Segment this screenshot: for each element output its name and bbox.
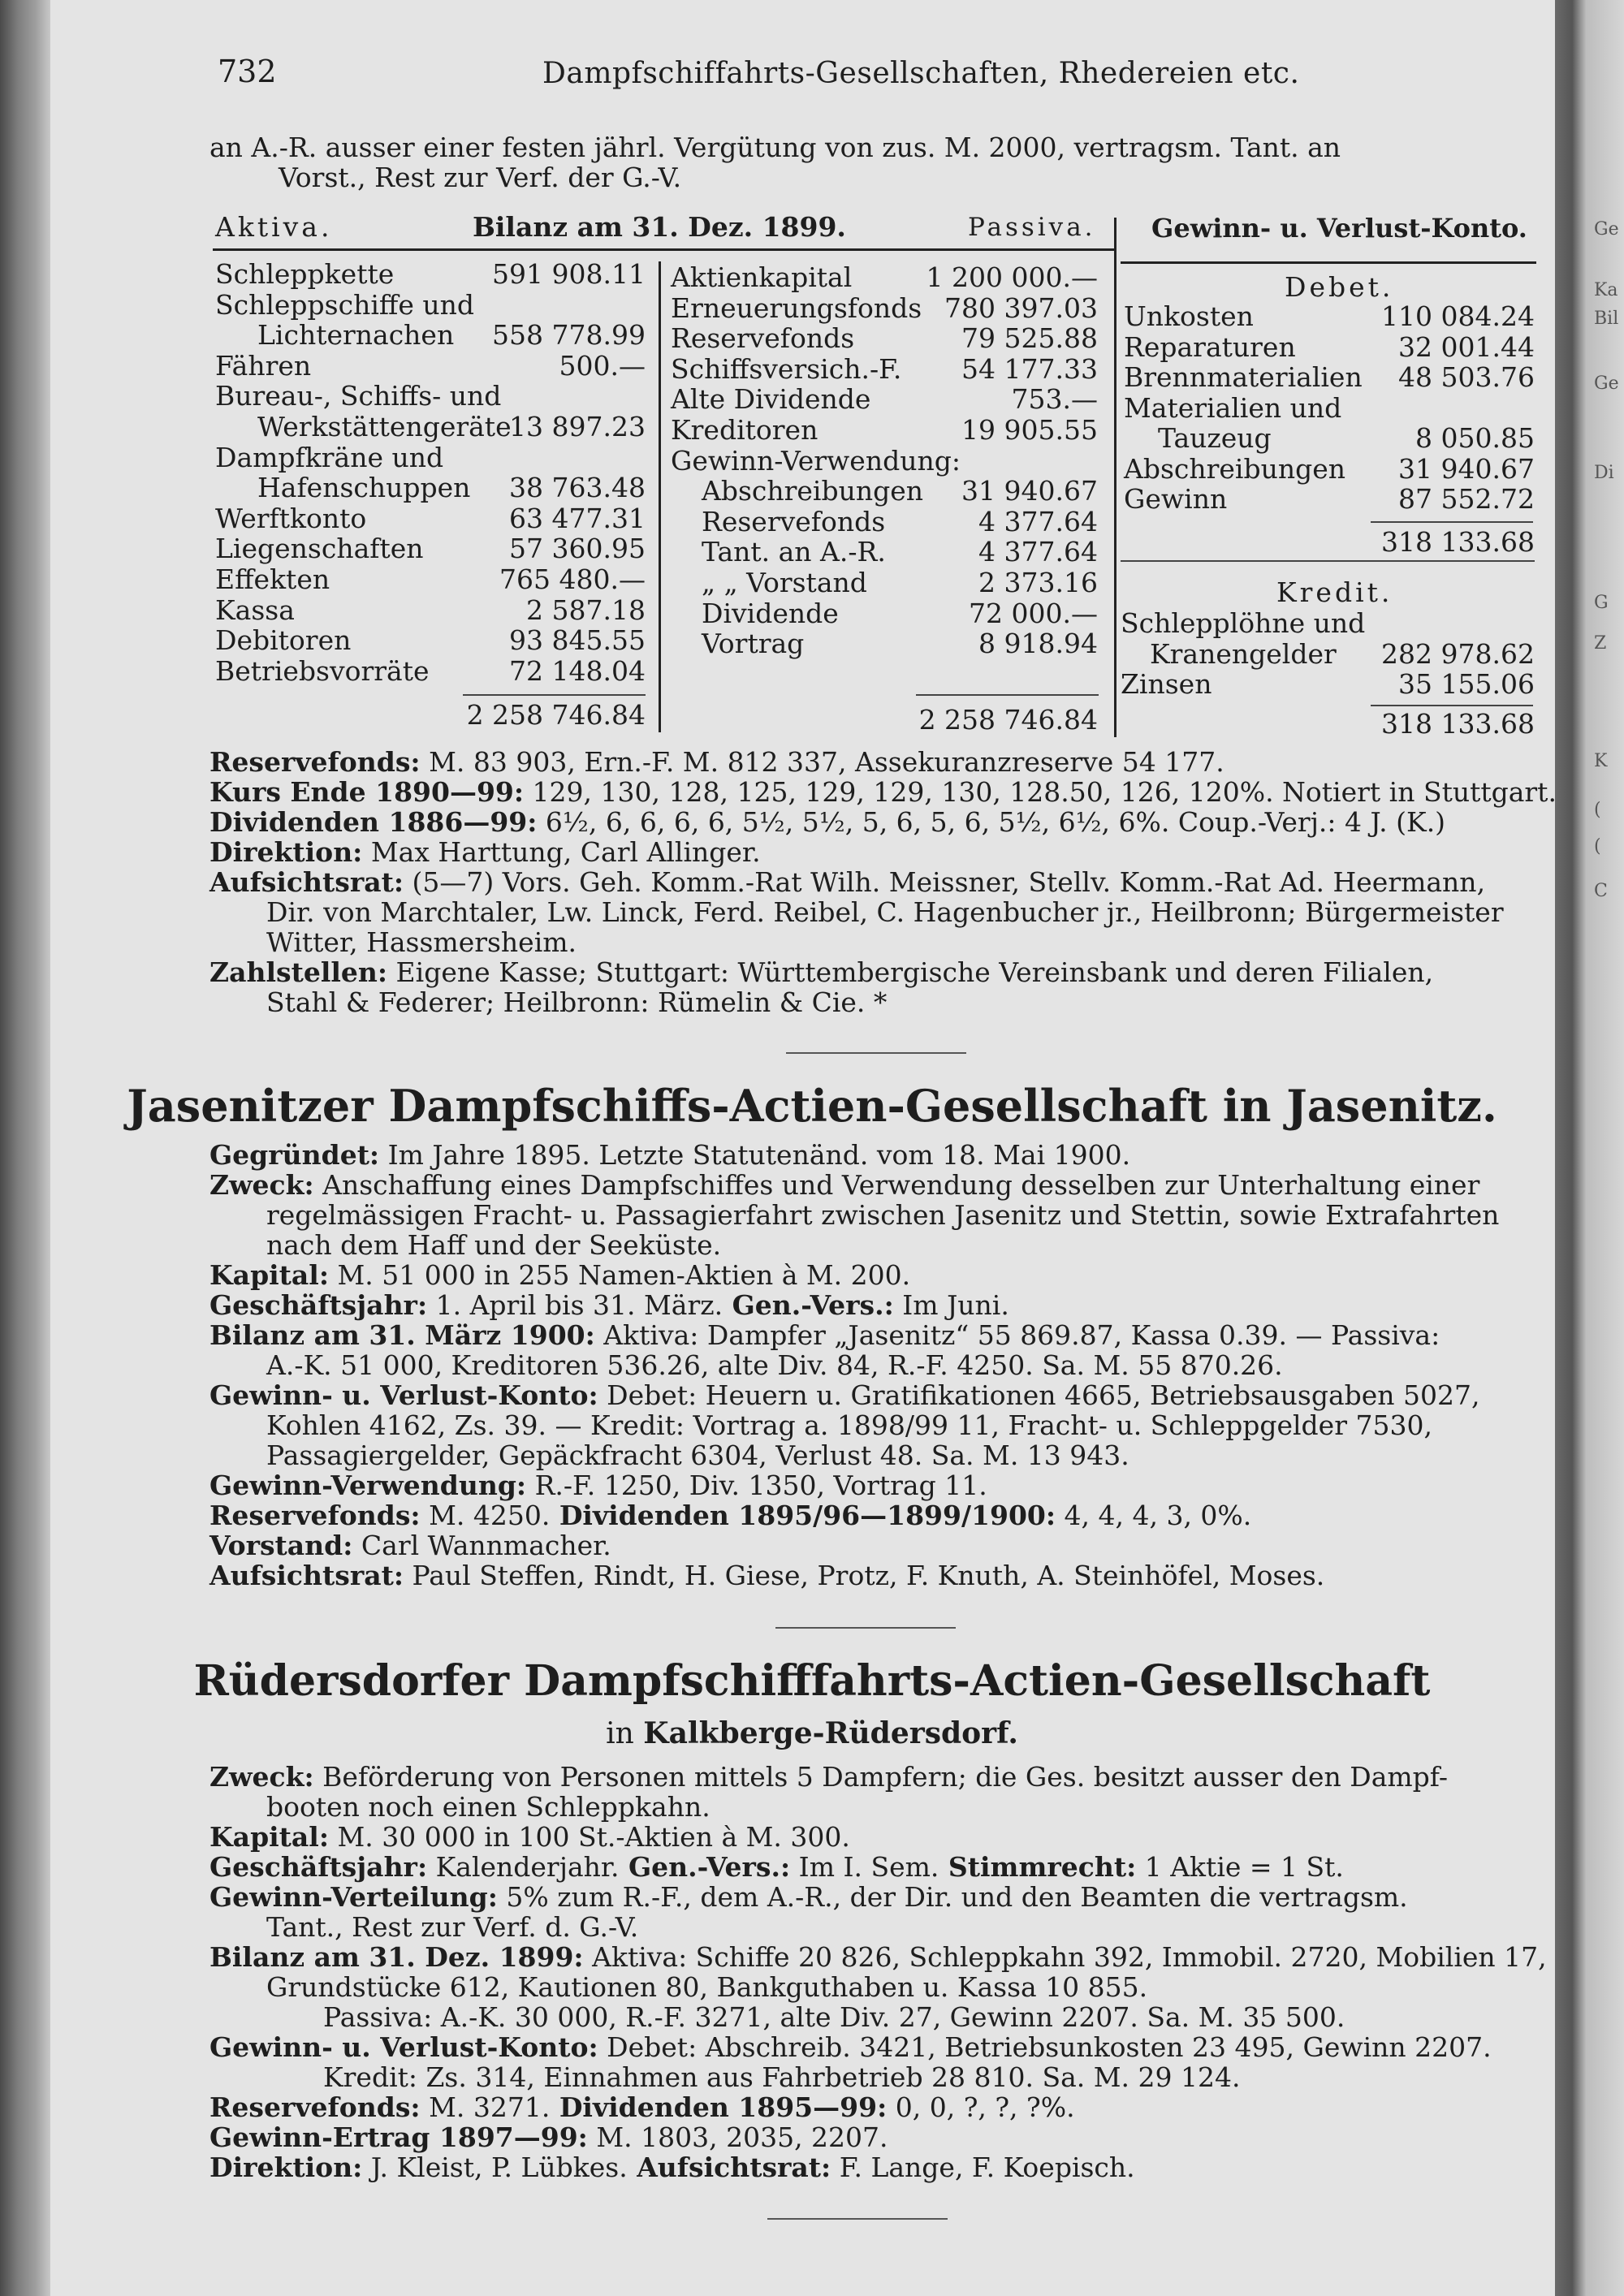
text-line xyxy=(209,1320,1533,1350)
entry-value: 38 763.48 xyxy=(509,472,646,504)
entry-label: Reservefonds xyxy=(671,322,855,355)
intro-line: an A.-R. ausser einer festen jährl. Vergütung von zus. M. 2000, vertragsm. Tant. an xyxy=(209,132,1341,163)
entry-text: R.-F. 1250, Div. 1350, Vortrag 11. xyxy=(526,1470,987,1501)
entry-heading: Vorstand: xyxy=(209,1530,353,1561)
company2-title: Jasenitzer Dampfschiffs-Actien-Gesellschaft in Jasenitz. xyxy=(127,1080,1497,1132)
text-line xyxy=(209,1762,1533,1792)
margin-fragment: ( xyxy=(1594,800,1601,820)
text-line xyxy=(209,927,1533,957)
running-title: Dampfschiffahrts-Gesellschaften, Rhedereien etc. xyxy=(542,57,1300,90)
entry-label: Lichternachen xyxy=(257,319,455,352)
entry-text: Debet: Abschreib. 3421, Betriebsunkosten 23 495, Gewinn 2207. xyxy=(598,2031,1492,2063)
entry-label: Debitoren xyxy=(215,624,352,657)
entry-heading: Dividenden 1886—99: xyxy=(209,806,538,838)
entry-text: Eigene Kasse; Stuttgart: Württembergische Vereinsbank und deren Filialen, xyxy=(387,956,1434,988)
entry-heading: Kapital: xyxy=(209,1821,330,1853)
entry-label: Kassa xyxy=(215,593,295,626)
entry-heading: Dividenden 1895—99: xyxy=(550,2091,888,2123)
text-line xyxy=(209,1290,1533,1320)
guv-title: Gewinn- u. Verlust-Konto. xyxy=(1151,213,1527,244)
margin-fragment: Ge xyxy=(1594,219,1619,240)
text-line xyxy=(209,2062,1533,2092)
entry-text: regelmässigen Fracht- u. Passagierfahrt zwischen Jasenitz und Stettin, sowie Extrafahrten xyxy=(266,1199,1500,1231)
column-divider xyxy=(659,261,661,732)
text-line xyxy=(209,1500,1533,1530)
entry-label: Fähren xyxy=(215,349,312,382)
text-line xyxy=(209,1822,1533,1852)
entry-value: 1 200 000.— xyxy=(926,261,1098,293)
entry-label: Unkosten xyxy=(1124,300,1254,332)
entry-text: Kohlen 4162, Zs. 39. — Kredit: Vortrag a. 1898/99 11, Fracht- u. Schleppgelder 7530, xyxy=(266,1409,1432,1441)
entry-label: Tauzeug xyxy=(1158,422,1272,454)
column-divider xyxy=(1114,218,1116,737)
entry-value: 87 552.72 xyxy=(1398,483,1535,515)
entry-label: Vortrag xyxy=(702,628,805,660)
aktiva-label: Aktiva. xyxy=(215,211,333,243)
entry-value: 31 940.67 xyxy=(961,475,1098,507)
entry-heading: Dividenden 1895/96—1899/1900: xyxy=(550,1500,1056,1531)
entry-text: Dir. von Marchtaler, Lw. Linck, Ferd. Reibel, C. Hagenbucher jr., Heilbronn; Bürgermeister xyxy=(266,896,1504,928)
entry-text: Im I. Sem. xyxy=(790,1851,939,1883)
entry-text: M. 3271. xyxy=(420,2091,551,2123)
entry-label: Schleppschiffe und xyxy=(215,288,474,321)
entry-label: Werkstättengeräte xyxy=(257,411,512,442)
bilanz-title: Bilanz am 31. Dez. 1899. xyxy=(473,211,846,243)
entry-heading: Kurs Ende 1890—99: xyxy=(209,776,525,808)
entry-text: booten noch einen Schleppkahn. xyxy=(266,1791,710,1823)
margin-fragment: K xyxy=(1594,751,1608,771)
section-divider xyxy=(775,1627,956,1629)
entry-text: Beförderung von Personen mittels 5 Dampfern; die Ges. besitzt ausser den Dampf- xyxy=(313,1761,1448,1793)
entry-value: 63 477.31 xyxy=(509,502,646,534)
intro-line: Vorst., Rest zur Verf. der G.-V. xyxy=(279,162,682,193)
entry-heading: Bilanz am 31. März 1900: xyxy=(209,1319,595,1351)
entry-heading: Gegründet: xyxy=(209,1139,380,1171)
sum-rule xyxy=(916,694,1099,696)
entry-value: 282 978.62 xyxy=(1381,637,1535,670)
entry-heading: Reservefonds: xyxy=(209,2091,421,2123)
text-line xyxy=(209,1230,1533,1260)
entry-text: Debet: Heuern u. Gratifikationen 4665, Betriebsausgaben 5027, xyxy=(598,1379,1480,1411)
company2-details xyxy=(209,1140,1533,1590)
margin-fragment: Ka xyxy=(1594,280,1618,300)
entry-label: „ „ Vorstand xyxy=(702,567,867,598)
text-line xyxy=(209,2092,1533,2122)
entry-heading: Aufsichtsrat: xyxy=(209,866,404,898)
entry-text: 1 Aktie = 1 St. xyxy=(1136,1851,1344,1883)
entry-label: Alte Dividende xyxy=(671,383,871,416)
entry-text: Aktiva: Dampfer „Jasenitz“ 55 869.87, Kassa 0.39. — Passiva: xyxy=(594,1319,1440,1351)
entry-heading: Zahlstellen: xyxy=(209,956,388,988)
entry-value: 4 377.64 xyxy=(978,536,1098,568)
entry-label: Erneuerungsfonds xyxy=(671,291,922,324)
text-line xyxy=(209,1440,1533,1470)
entry-heading: Direktion: xyxy=(209,2151,363,2183)
entry-heading: Zweck: xyxy=(209,1169,314,1201)
text-line xyxy=(209,2122,1533,2152)
entry-text: M. 4250. xyxy=(420,1500,551,1531)
entry-text: Grundstücke 612, Kautionen 80, Bankguthaben u. Kassa 10 855. xyxy=(266,1971,1148,2003)
entry-label: Schiffsversich.-F. xyxy=(671,352,902,385)
entry-label: Gewinn xyxy=(1124,483,1228,515)
passiva-label: Passiva. xyxy=(968,213,1096,242)
entry-value: 79 525.88 xyxy=(961,322,1098,355)
entry-text: Im Juni. xyxy=(893,1289,1009,1321)
text-line xyxy=(209,867,1533,897)
text-line xyxy=(209,1852,1533,1882)
text-line xyxy=(209,1941,1547,1973)
kredit-label xyxy=(1276,578,1393,607)
debet-total: 318 133.68 xyxy=(1381,526,1535,558)
entry-value: 753.— xyxy=(1011,383,1098,416)
entry-value: 780 397.03 xyxy=(944,291,1098,324)
entry-label: Gewinn-Verwendung: xyxy=(671,444,961,477)
aktiva-total: 2 258 746.84 xyxy=(466,699,646,731)
entry-text: F. Lange, F. Koepisch. xyxy=(831,2151,1135,2183)
entry-label: Werftkonto xyxy=(215,502,367,534)
debet-label-text: Debet. xyxy=(1285,271,1394,303)
entry-label: Reparaturen xyxy=(1124,330,1296,363)
entry-label: Reservefonds xyxy=(702,505,886,537)
entry-heading: Geschäftsjahr: xyxy=(209,1289,428,1321)
entry-value: 110 084.24 xyxy=(1381,300,1535,332)
entry-value: 48 503.76 xyxy=(1398,361,1535,393)
section-divider xyxy=(767,2218,948,2220)
entry-text: (5—7) Vors. Geh. Komm.-Rat Wilh. Meissner, Stellv. Komm.-Rat Ad. Heermann, xyxy=(404,866,1486,898)
text-line xyxy=(209,1882,1533,1912)
entry-label: Abschreibungen xyxy=(702,475,924,507)
book-spine xyxy=(0,0,50,2296)
entry-heading: Direktion: xyxy=(209,836,363,868)
entry-heading: Stimmrecht: xyxy=(939,1851,1137,1883)
company3-title: Rüdersdorfer Dampfschifffahrts-Actien-Gesellschaft xyxy=(193,1656,1431,1706)
next-page-edge xyxy=(1555,0,1624,2296)
page-number: 732 xyxy=(218,54,277,89)
text-line xyxy=(209,1560,1533,1590)
entry-label: Betriebsvorräte xyxy=(215,654,430,687)
entry-text: Kalenderjahr. xyxy=(427,1851,620,1883)
entry-label: Dividende xyxy=(702,597,839,629)
margin-fragment: Z xyxy=(1594,633,1607,654)
entry-text: 4, 4, 4, 3, 0%. xyxy=(1056,1500,1252,1531)
text-line xyxy=(209,2152,1533,2182)
entry-heading: Geschäftsjahr: xyxy=(209,1851,428,1883)
entry-value: 72 000.— xyxy=(969,597,1098,629)
text-line xyxy=(209,1470,1533,1500)
entry-text: nach dem Haff und der Seeküste. xyxy=(266,1229,722,1261)
entry-value: 13 897.23 xyxy=(509,411,646,442)
entry-value: 72 148.04 xyxy=(509,654,646,687)
entry-heading: Gewinn-Ertrag 1897—99: xyxy=(209,2121,588,2153)
entry-value: 500.— xyxy=(559,349,646,382)
entry-value: 31 940.67 xyxy=(1398,452,1535,485)
entry-text: 0, 0, ?, ?, ?%. xyxy=(887,2091,1075,2123)
margin-fragment: Bil xyxy=(1594,309,1619,329)
entry-value: 765 480.— xyxy=(499,563,646,595)
entry-value: 8 050.85 xyxy=(1415,422,1535,454)
text-line xyxy=(209,1200,1533,1230)
entry-heading: Gen.-Vers.: xyxy=(619,1851,791,1883)
margin-fragment: Ge xyxy=(1594,373,1619,394)
entry-heading: Gewinn-Verwendung: xyxy=(209,1470,527,1501)
debet-label xyxy=(1285,273,1393,302)
entry-label: Schlepplöhne und xyxy=(1121,607,1366,639)
entry-text: Passagiergelder, Gepäckfracht 6304, Verlust 48. Sa. M. 13 943. xyxy=(266,1439,1129,1471)
entry-label: Brennmaterialien xyxy=(1124,361,1363,393)
sum-rule xyxy=(463,694,646,696)
entry-value: 2 587.18 xyxy=(526,593,646,626)
entry-value: 35 155.06 xyxy=(1398,668,1535,700)
entry-value: 57 360.95 xyxy=(509,533,646,565)
location-name: Kalkberge-Rüdersdorf. xyxy=(643,1716,1018,1750)
entry-heading: Aufsichtsrat: xyxy=(209,1560,404,1591)
kredit-total: 318 133.68 xyxy=(1381,708,1535,740)
entry-text: M. 1803, 2035, 2207. xyxy=(587,2121,888,2153)
company3-details xyxy=(209,1761,1547,2183)
entry-text: 1. April bis 31. März. xyxy=(427,1289,723,1321)
passiva-total: 2 258 746.84 xyxy=(918,704,1098,736)
entry-text: A.-K. 51 000, Kreditoren 536.26, alte Div. 84, R.-F. 4250. Sa. M. 55 870.26. xyxy=(266,1349,1283,1381)
text-line xyxy=(209,1410,1533,1440)
entry-value: 2 373.16 xyxy=(978,567,1098,598)
entry-text: Paul Steffen, Rindt, H. Giese, Protz, F. Knuth, A. Steinhöfel, Moses. xyxy=(404,1560,1325,1591)
entry-value: 19 905.55 xyxy=(961,414,1098,446)
sum-rule xyxy=(1371,705,1533,706)
entry-text: Passiva: A.-K. 30 000, R.-F. 3271, alte Div. 27, Gewinn 2207. Sa. M. 35 500. xyxy=(323,2001,1345,2033)
text-line xyxy=(209,747,1533,777)
entry-heading: Aufsichtsrat: xyxy=(627,2151,831,2183)
text-line xyxy=(209,1260,1533,1290)
margin-fragment: C xyxy=(1594,881,1608,901)
entry-heading: Reservefonds: xyxy=(209,746,421,778)
entry-heading: Gewinn- u. Verlust-Konto: xyxy=(209,1379,598,1411)
entry-label: Kreditoren xyxy=(671,414,818,446)
entry-label: Tant. an A.-R. xyxy=(702,536,886,568)
entry-label: Abschreibungen xyxy=(1124,452,1346,485)
table-top-rule xyxy=(213,248,1114,251)
entry-text: Anschaffung eines Dampfschiffes und Verwendung desselben zur Unterhaltung einer xyxy=(313,1169,1480,1201)
entry-text: Kredit: Zs. 314, Einnahmen aus Fahrbetrieb 28 810. Sa. M. 29 124. xyxy=(323,2061,1241,2093)
entry-text: Stahl & Federer; Heilbronn: Rümelin & Cie. * xyxy=(266,986,888,1018)
entry-text: M. 30 000 in 100 St.-Aktien à M. 300. xyxy=(329,1821,850,1853)
entry-label: Liegenschaften xyxy=(215,533,424,565)
text-line xyxy=(209,1912,1533,1942)
entry-value: 591 908.11 xyxy=(492,258,646,290)
entry-value: 558 778.99 xyxy=(492,319,646,352)
text-line xyxy=(209,1792,1533,1822)
entry-text: Carl Wannmacher. xyxy=(352,1530,611,1561)
entry-heading: Gewinn- u. Verlust-Konto: xyxy=(209,2031,598,2063)
intro-text xyxy=(209,132,1533,192)
text-line xyxy=(209,2032,1533,2062)
entry-label: Zinsen xyxy=(1121,668,1212,700)
entry-text: M. 51 000 in 255 Namen-Aktien à M. 200. xyxy=(329,1259,911,1291)
entry-value: 8 918.94 xyxy=(978,628,1098,660)
entry-text: Tant., Rest zur Verf. d. G.-V. xyxy=(266,1911,639,1943)
entry-heading: Reservefonds: xyxy=(209,1500,421,1531)
entry-label: Schleppkette xyxy=(215,258,395,290)
text-line xyxy=(209,837,1533,867)
entry-heading: Kapital: xyxy=(209,1259,330,1291)
text-line xyxy=(209,957,1533,987)
text-line xyxy=(209,1170,1533,1200)
company3-location xyxy=(0,1716,1624,1750)
entry-label: Dampfkräne und xyxy=(215,441,444,473)
text-line xyxy=(209,807,1533,837)
entry-text: Witter, Hassmersheim. xyxy=(266,926,577,958)
entry-label: Materialien und xyxy=(1124,391,1342,424)
location-prefix: in xyxy=(606,1717,634,1750)
entry-text: 129, 130, 128, 125, 129, 129, 130, 128.50, 126, 120%. Notiert in Stuttgart. xyxy=(524,776,1557,808)
margin-fragment: ( xyxy=(1594,836,1601,857)
guv-top-rule xyxy=(1121,261,1536,264)
text-line xyxy=(209,1350,1533,1380)
entry-text: Im Jahre 1895. Letzte Statutenänd. vom 18. Mai 1900. xyxy=(379,1139,1131,1171)
entry-heading: Zweck: xyxy=(209,1761,314,1793)
text-line xyxy=(209,1530,1533,1560)
entry-text: 5% zum R.-F., dem A.-R., der Dir. und den Beamten die vertragsm. xyxy=(497,1881,1408,1913)
sum-rule xyxy=(1371,521,1533,523)
entry-heading: Gewinn-Verteilung: xyxy=(209,1881,498,1913)
entry-label: Hafenschuppen xyxy=(257,472,471,504)
entry-text: 6½, 6, 6, 6, 6, 5½, 5½, 5, 6, 5, 6, 5½, 6½, 6%. Coup.-Verj.: 4 J. (K.) xyxy=(537,806,1446,838)
entry-text: M. 83 903, Ern.-F. M. 812 337, Assekuranzreserve 54 177. xyxy=(420,746,1224,778)
kredit-label-text: Kredit. xyxy=(1276,576,1393,608)
margin-fragment: Di xyxy=(1594,463,1614,483)
text-line xyxy=(209,1972,1533,2002)
entry-label: Kranengelder xyxy=(1150,637,1337,670)
margin-fragment: G xyxy=(1594,593,1609,613)
company1-details xyxy=(209,746,1557,1018)
guv-mid-rule xyxy=(1121,560,1535,562)
entry-text: J. Kleist, P. Lübkes. xyxy=(362,2151,628,2183)
entry-label: Bureau-, Schiffs- und xyxy=(215,380,502,412)
text-line xyxy=(209,776,1557,808)
text-line xyxy=(209,897,1533,927)
section-divider xyxy=(786,1052,966,1054)
text-line xyxy=(209,2002,1533,2032)
entry-value: 32 001.44 xyxy=(1398,330,1535,363)
entry-value: 4 377.64 xyxy=(978,505,1098,537)
entry-text: Aktiva: Schiffe 20 826, Schleppkahn 392, Immobil. 2720, Mobilien 17, xyxy=(583,1941,1547,1973)
entry-label: Effekten xyxy=(215,563,330,595)
entry-value: 54 177.33 xyxy=(961,352,1098,385)
entry-value: 93 845.55 xyxy=(509,624,646,657)
text-line xyxy=(209,1140,1533,1170)
text-line xyxy=(209,987,1533,1017)
entry-text: Max Harttung, Carl Allinger. xyxy=(362,836,761,868)
entry-heading: Bilanz am 31. Dez. 1899: xyxy=(209,1941,584,1973)
entry-heading: Gen.-Vers.: xyxy=(723,1289,894,1321)
entry-label: Aktienkapital xyxy=(671,261,853,293)
text-line xyxy=(209,1380,1533,1410)
